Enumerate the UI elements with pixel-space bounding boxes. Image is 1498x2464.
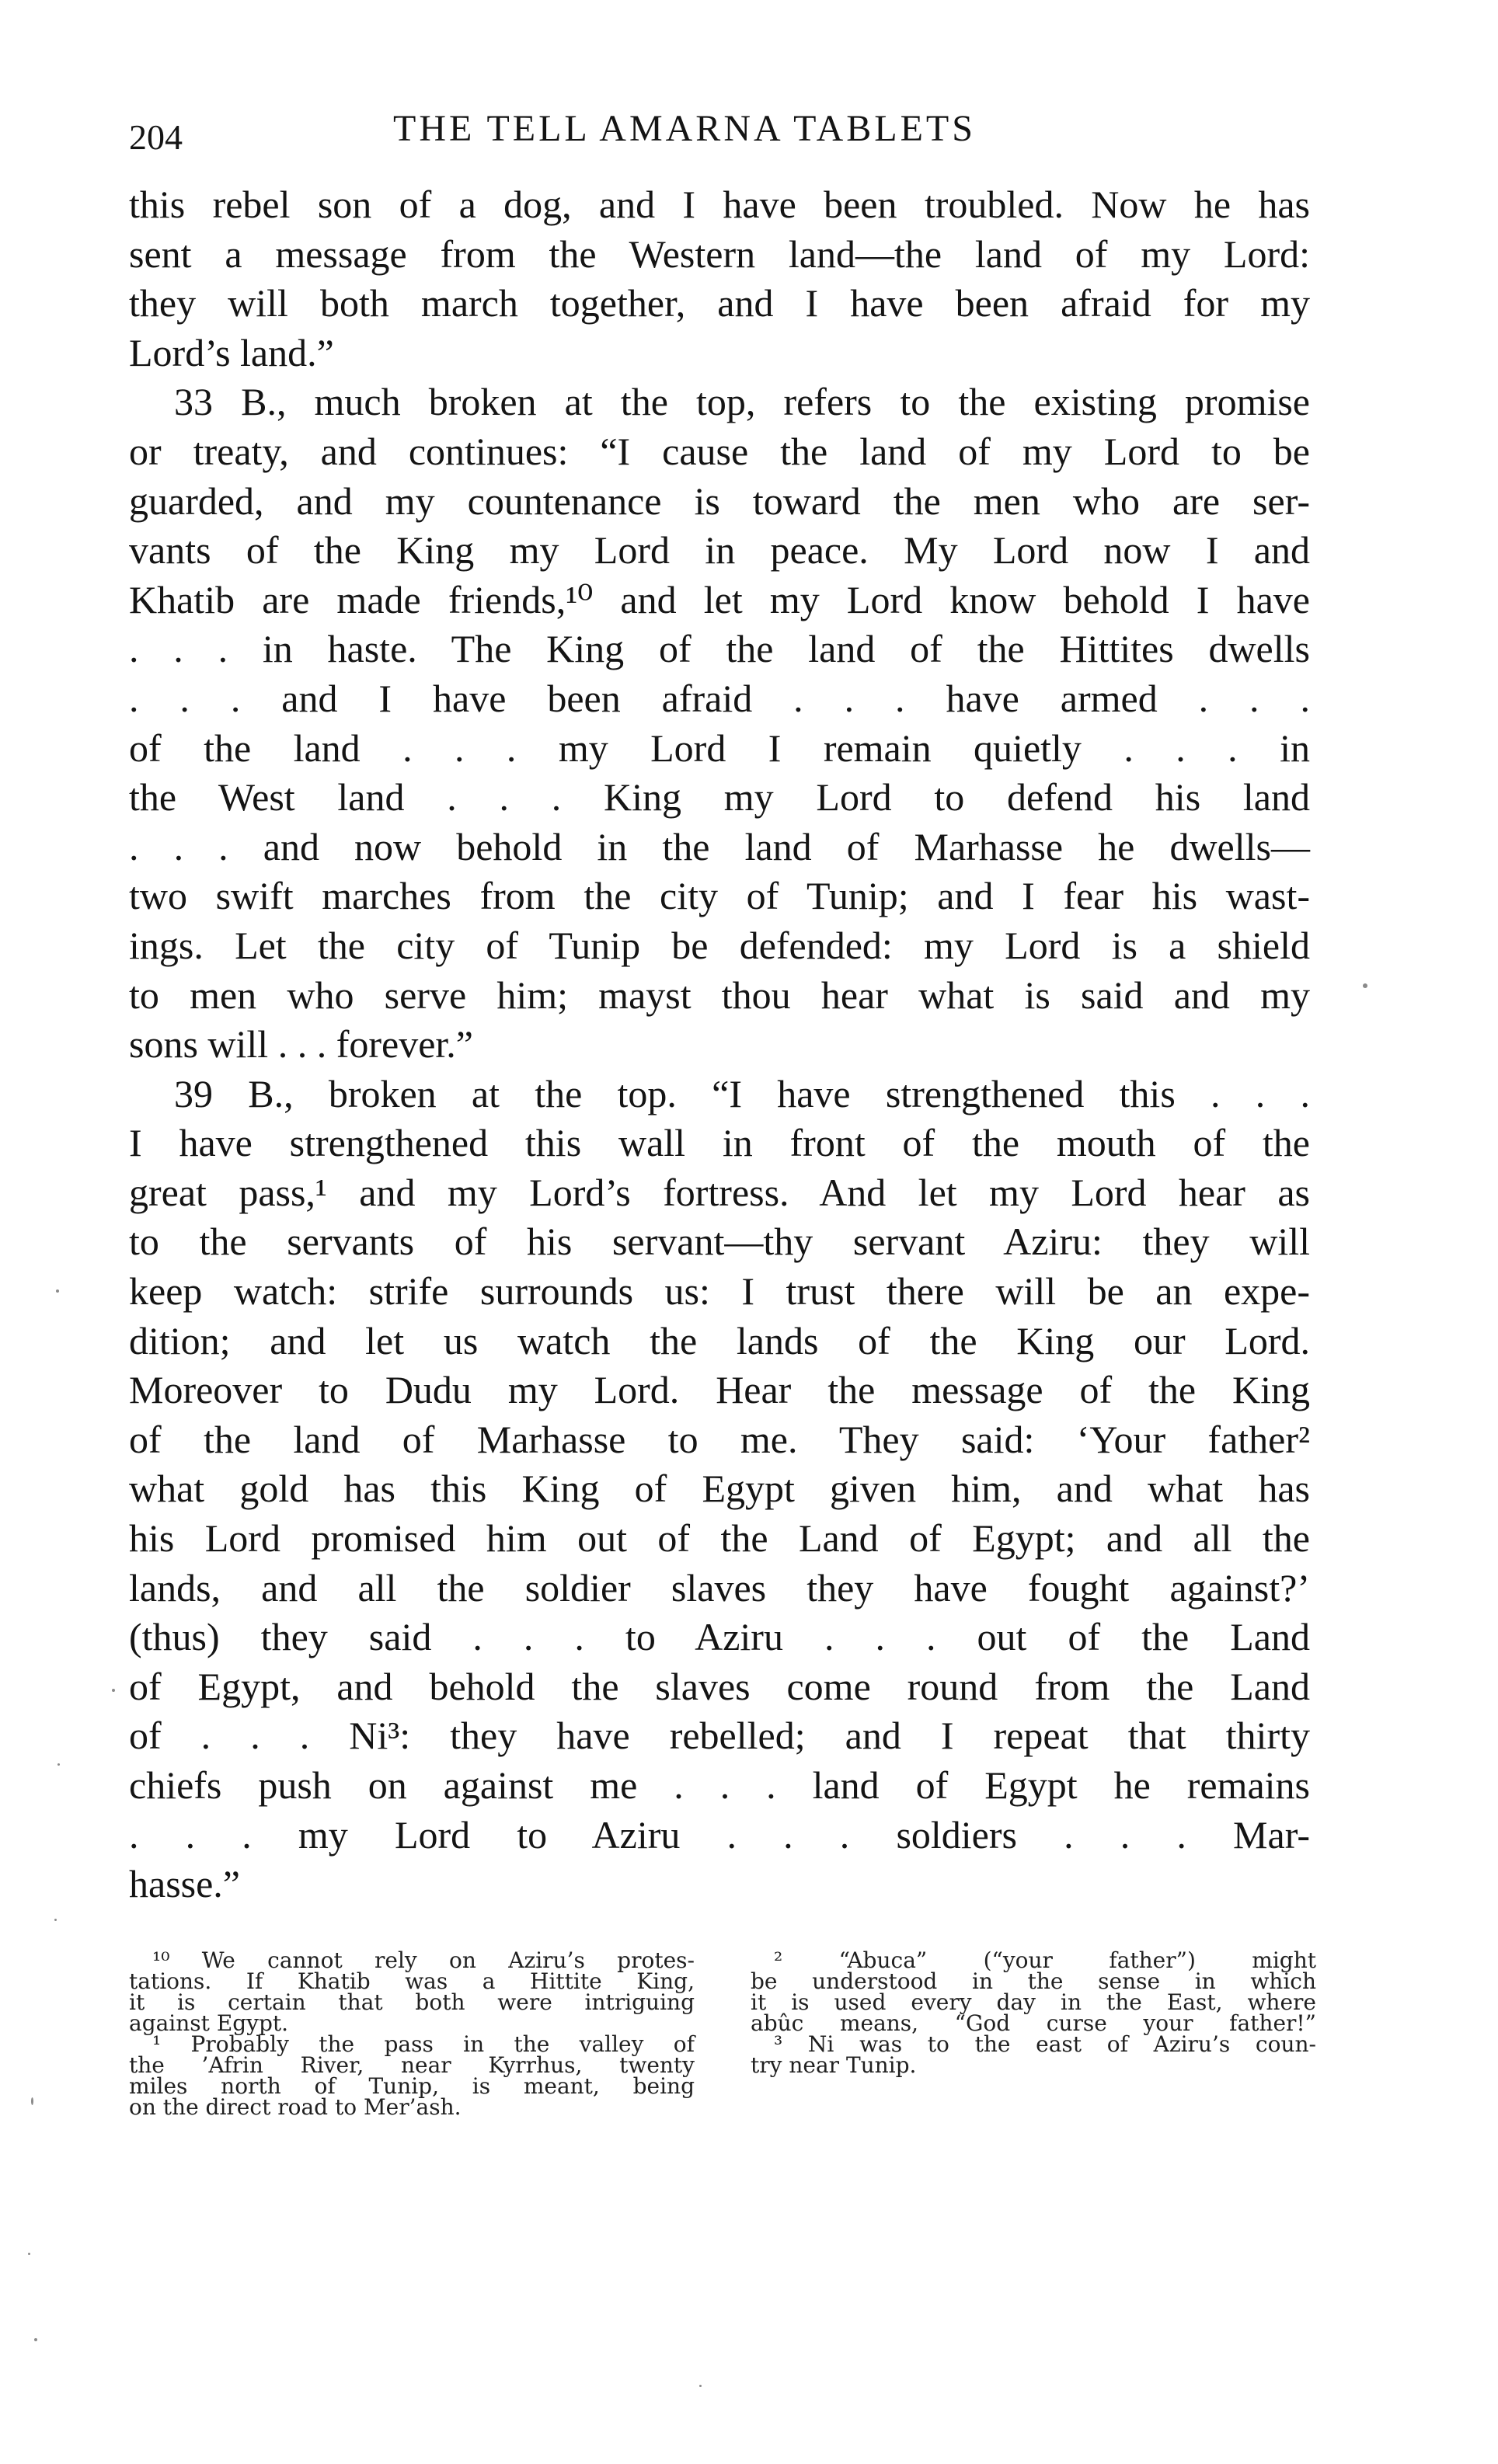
text-line: 33 B., much broken at the top, refers to the existing promise <box>174 380 1310 424</box>
text-line: the West land . . . King my Lord to defend his land <box>129 775 1310 820</box>
text-line: of the land of Marhasse to me. They said: ‘Your father² <box>129 1417 1310 1461</box>
text-line: Lord’s land.” <box>129 330 334 374</box>
text-line: of Egypt, and behold the slaves come round from the Land <box>129 1664 1310 1708</box>
footnote-line: ² “Abuca” (“your father”) might <box>774 1947 1316 1973</box>
text-line: his Lord promised him out of the Land of Egypt; and all the <box>129 1516 1310 1561</box>
text-line: great pass,¹ and my Lord’s fortress. And let my Lord hear as <box>129 1170 1310 1214</box>
text-line: . . . and now behold in the land of Marhasse he dwells— <box>129 824 1310 868</box>
footnote-line: it is certain that both were intriguing <box>129 1989 695 2015</box>
text-line: . . . and I have been afraid . . . have armed . . . <box>129 676 1310 720</box>
scan-speck <box>56 1289 59 1293</box>
text-line: ings. Let the city of Tunip be defended: my Lord is a shield <box>129 923 1310 967</box>
footnote-line: be understood in the sense in which <box>751 1968 1316 1994</box>
text-line: of . . . Ni³: they have rebelled; and I repeat that thirty <box>129 1714 1310 1758</box>
page-number: 204 <box>129 117 183 157</box>
scan-speck <box>31 2097 33 2105</box>
text-line: (thus) they said . . . to Aziru . . . out of the Land <box>129 1615 1310 1659</box>
footnote-line: the ’Afrin River, near Kyrrhus, twenty <box>129 2052 695 2078</box>
scan-speck <box>54 1919 57 1921</box>
text-line: what gold has this King of Egypt given him, and what has <box>129 1467 1310 1511</box>
footnotes-left-column <box>129 1947 695 2120</box>
text-line: this rebel son of a dog, and I have been troubled. Now he has <box>129 183 1310 226</box>
text-line: . . . in haste. The King of the land of the Hittites dwells <box>129 627 1310 671</box>
scan-speck <box>34 2338 37 2341</box>
footnote-line: abûc means, “God curse your father!” <box>751 2010 1316 2036</box>
footnote-line: ¹ Probably the pass in the valley of <box>152 2031 695 2057</box>
text-line: Moreover to Dudu my Lord. Hear the message of the King <box>129 1368 1310 1412</box>
running-title: THE TELL AMARNA TABLETS <box>393 108 976 149</box>
scan-speck <box>28 2253 30 2255</box>
scan-speck <box>699 2385 702 2387</box>
scan-speck <box>112 1689 115 1692</box>
text-line: 39 B., broken at the top. “I have strengthened this . . . <box>174 1071 1310 1115</box>
scan-speck <box>1363 983 1367 988</box>
page-header <box>129 99 1310 162</box>
text-line: dition; and let us watch the lands of the King our Lord. <box>129 1318 1310 1363</box>
text-line: two swift marches from the city of Tunip; and I fear his wast- <box>129 874 1310 918</box>
scan-speck <box>57 1763 60 1766</box>
footnote-line: against Egypt. <box>129 2010 289 2036</box>
text-line: to the servants of his servant—thy servant Aziru: they will <box>129 1220 1310 1264</box>
text-line: I have strengthened this wall in front of the mouth of the <box>129 1121 1310 1165</box>
text-line: keep watch: strife surrounds us: I trust there will be an expe- <box>129 1269 1310 1314</box>
text-line: hasse.” <box>129 1862 240 1906</box>
text-line: guarded, and my countenance is toward the men who are ser- <box>129 479 1310 523</box>
text-line: Khatib are made friends,¹⁰ and let my Lord know behold I have <box>129 577 1310 621</box>
text-line: chiefs push on against me . . . land of Egypt he remains <box>129 1763 1310 1807</box>
footnote-line: ¹⁰ We cannot rely on Aziru’s protes- <box>152 1947 695 1973</box>
text-line: . . . my Lord to Aziru . . . soldiers . . . Mar- <box>129 1812 1310 1857</box>
text-line: lands, and all the soldier slaves they have fought against?’ <box>129 1565 1310 1610</box>
text-line: of the land . . . my Lord I remain quietly . . . in <box>129 726 1310 770</box>
footnote-line: tations. If Khatib was a Hittite King, <box>129 1968 695 1994</box>
footnote-line: try near Tunip. <box>751 2052 917 2078</box>
text-line: sent a message from the Western land—the land of my Lord: <box>129 231 1310 276</box>
footnote-line: miles north of Tunip, is meant, being <box>129 2073 695 2099</box>
text-line: vants of the King my Lord in peace. My Lord now I and <box>129 528 1310 572</box>
footnote-line: on the direct road to Mer’ash. <box>129 2094 462 2120</box>
footnotes-right-column <box>751 1947 1316 2078</box>
text-line: sons will . . . forever.” <box>129 1022 473 1067</box>
footnote-line: it is used every day in the East, where <box>751 1989 1316 2015</box>
text-line: they will both march together, and I have been afraid for my <box>129 281 1310 325</box>
footnote-line: ³ Ni was to the east of Aziru’s coun- <box>774 2031 1316 2057</box>
text-line: to men who serve him; mayst thou hear what is said and my <box>129 973 1310 1017</box>
text-line: or treaty, and continues: “I cause the land of my Lord to be <box>129 429 1310 473</box>
body-text <box>129 180 1310 1909</box>
